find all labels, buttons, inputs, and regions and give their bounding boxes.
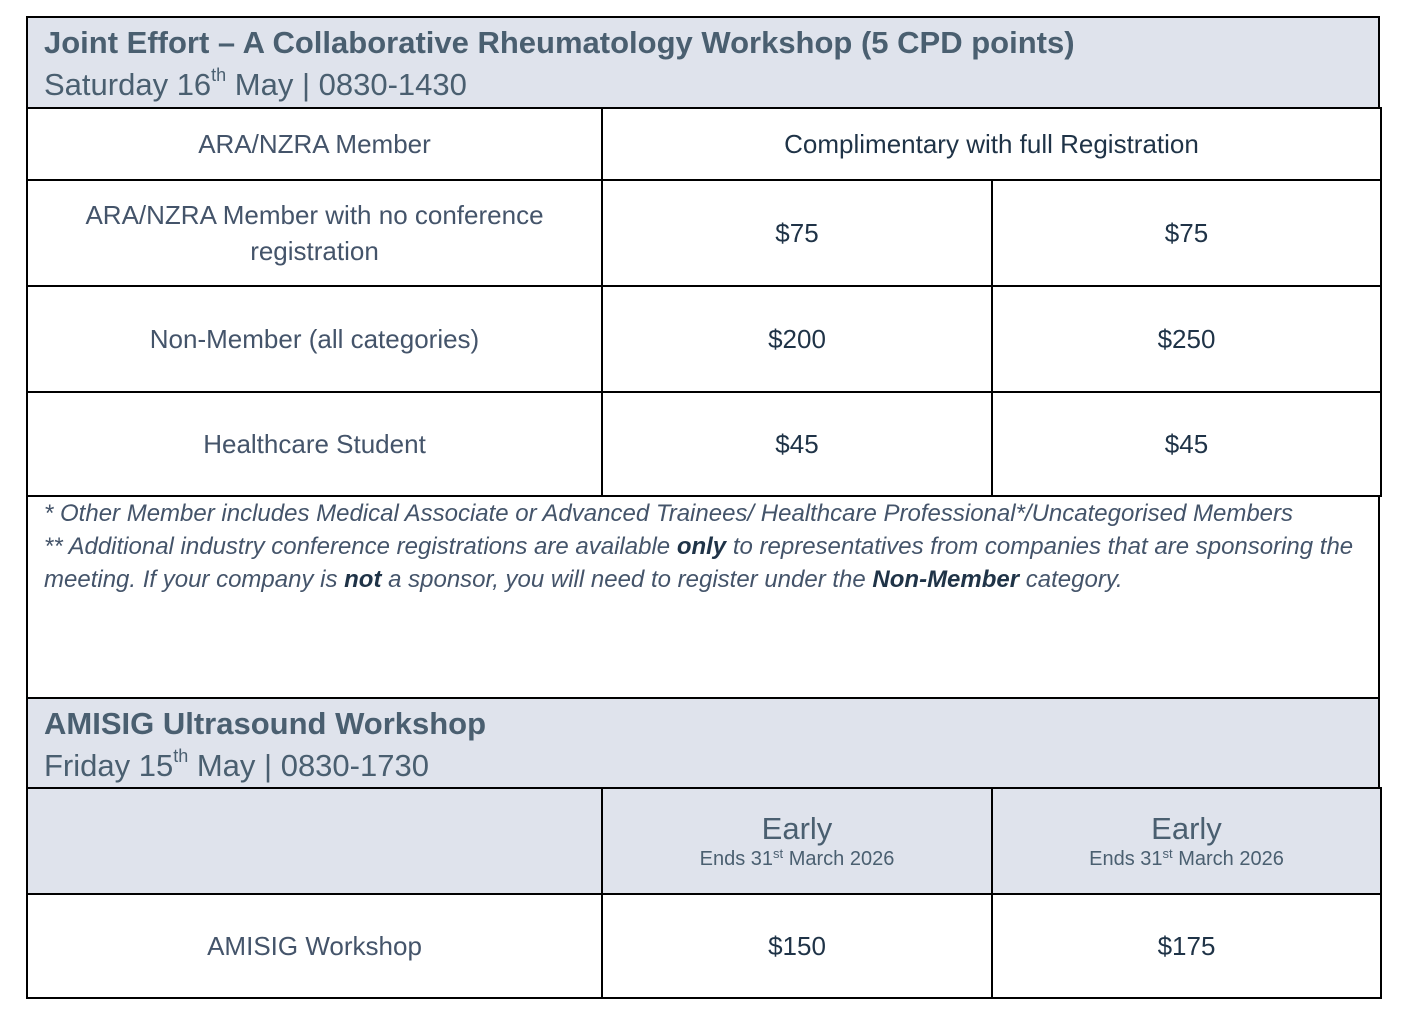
table-row <box>27 392 1381 496</box>
row-label: Non-Member (all categories) <box>27 286 602 392</box>
section2-fee-table <box>26 787 1382 999</box>
row-label: ARA/NZRA Member with no conference registration <box>27 180 602 286</box>
registration-fees-document <box>26 16 1380 999</box>
blank-header-cell <box>27 788 602 894</box>
column-header-early-2: Early Ends 31st March 2026 <box>992 788 1381 894</box>
section2-title: AMISIG Ultrasound Workshop <box>44 706 487 741</box>
footnote-industry: ** Additional industry conference registrations are available only to representatives from companies that are sponsoring the meeting. If your company is not a sponsor, you will need to register under the Non-Member category. <box>44 533 1354 593</box>
standard-price: $45 <box>992 392 1381 496</box>
table-row <box>27 108 1381 180</box>
section1-title: Joint Effort – A Collaborative Rheumatology Workshop (5 CPD points) <box>44 25 1075 60</box>
table-row <box>27 286 1381 392</box>
standard-price: $75 <box>992 180 1381 286</box>
standard-price: $250 <box>992 286 1381 392</box>
row-label: AMISIG Workshop <box>27 894 602 998</box>
row-label: ARA/NZRA Member <box>27 108 602 180</box>
section2-date: Friday 15th May | 0830-1730 <box>44 746 429 783</box>
footnotes <box>26 497 1380 697</box>
table-row <box>27 894 1381 998</box>
section1-date: Saturday 16th May | 0830-1430 <box>44 65 467 102</box>
standard-price: $175 <box>992 894 1381 998</box>
row-combined-value: Complimentary with full Registration <box>602 108 1381 180</box>
table-row <box>27 180 1381 286</box>
table-header-row <box>27 788 1381 894</box>
section2-header <box>26 697 1380 787</box>
column-header-early: Early Ends 31st March 2026 <box>602 788 992 894</box>
early-price: $75 <box>602 180 992 286</box>
early-price: $45 <box>602 392 992 496</box>
section1-header <box>26 16 1380 107</box>
row-label: Healthcare Student <box>27 392 602 496</box>
early-price: $150 <box>602 894 992 998</box>
section1-fee-table <box>26 107 1382 497</box>
footnote-other-member: * Other Member includes Medical Associate or Advanced Trainees/ Healthcare Professional*/Uncategorised Members <box>44 500 1294 527</box>
early-price: $200 <box>602 286 992 392</box>
